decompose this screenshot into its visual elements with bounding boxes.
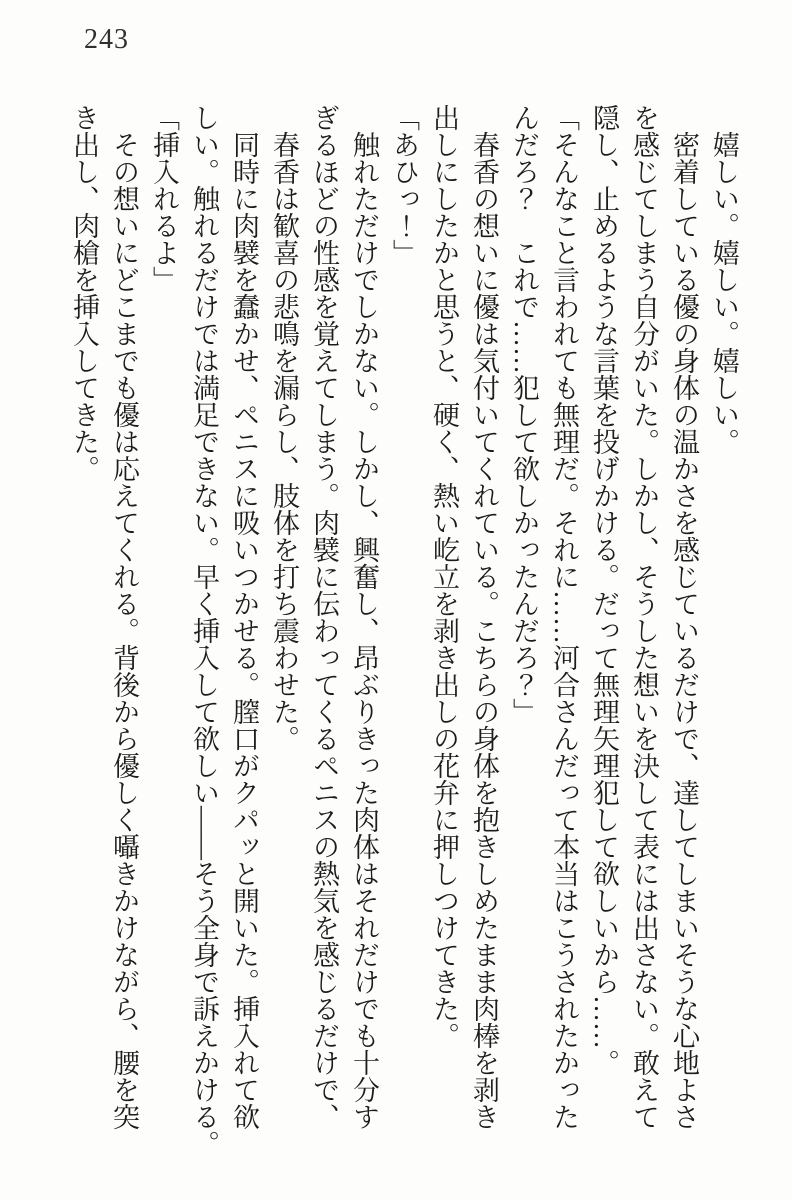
page-number: 243 <box>84 24 129 55</box>
text-column: 触れただけでしかない。しかし、興奮し、昂ぶりきった肉体はそれだけでも十分す <box>349 131 379 1130</box>
text-column: 「そんなこと言われても無理だ。それに……河合さんだって本当はこうされたかった <box>549 104 579 1130</box>
text-area <box>64 104 744 1157</box>
text-column: 隠し、止めるような言葉を投げかける。だって無理矢理犯して欲しいから……。 <box>589 104 619 1076</box>
text-column: 嬉しい。嬉しい。嬉しい。 <box>709 131 739 455</box>
text-column: 春香の想いに優は気付いてくれている。こちらの身体を抱きしめたまま肉棒を剥き <box>469 131 499 1130</box>
text-column: 「あひっ！」 <box>389 104 419 266</box>
text-column: 密着している優の身体の温かさを感じているだけで、達してしまいそうな心地よさ <box>669 131 699 1130</box>
text-column: ぎるほどの性感を覚えてしまう。肉襞に伝わってくるペニスの熱気を感じるだけで、 <box>309 104 339 1130</box>
text-column: 出しにしたかと思うと、硬く、熱い屹立を剥き出しの花弁に押しつけてきた。 <box>429 104 459 1049</box>
text-column: 同時に肉襞を蠢かせ、ペニスに吸いつかせる。膣口がクパッと開いた。挿入れて欲 <box>229 131 259 1130</box>
text-column: 春香は歓喜の悲鳴を漏らし、肢体を打ち震わせた。 <box>269 131 299 752</box>
text-column: しい。触れるだけでは満足できない。早く挿入して欲しい――そう全身で訴えかける。 <box>189 104 219 1157</box>
text-column: その想いにどこまでも優は応えてくれる。背後から優しく囁きかけながら、腰を突 <box>109 131 139 1130</box>
text-column: を感じてしまう自分がいた。しかし、そうした想いを決して表には出さない。敢えて <box>629 104 659 1130</box>
text-column: 「挿入れるよ」 <box>149 104 179 293</box>
text-column: んだろ？ これで……犯して欲しかったんだろ？」 <box>509 104 539 725</box>
text-column: き出し、肉槍を挿入してきた。 <box>69 104 99 482</box>
